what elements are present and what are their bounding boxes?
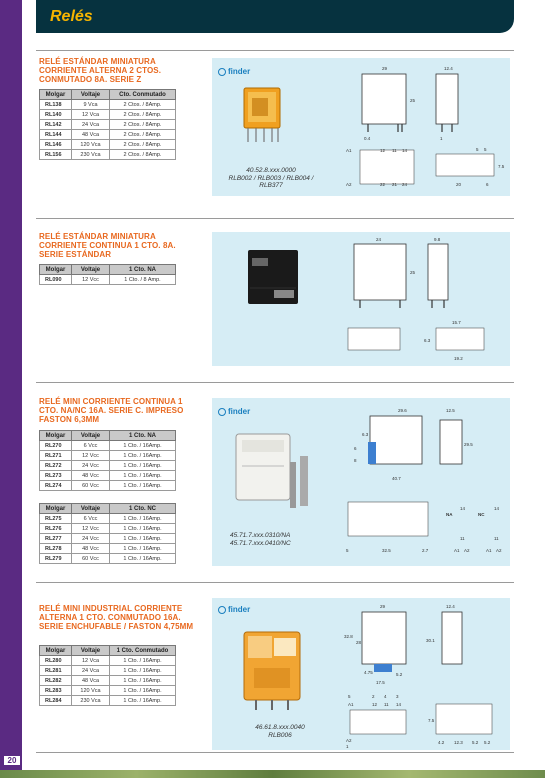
column-header: Molgar: [40, 646, 72, 656]
svg-text:2: 2: [372, 694, 375, 699]
svg-text:32.8: 32.8: [344, 634, 353, 639]
dimension-drawing: [340, 600, 508, 748]
svg-text:6.3: 6.3: [424, 338, 431, 343]
column-header: Voltaje: [72, 265, 110, 275]
svg-text:A2: A2: [464, 548, 470, 553]
spec-table: [39, 89, 176, 160]
finder-logo: finder: [218, 407, 250, 416]
svg-text:29.6: 29.6: [398, 408, 407, 413]
table-row: RL146 120 Vca 2 Ctos. / 8Amp.: [40, 140, 176, 150]
table-row: RL270 6 Vcc 1 Cto. / 16Amp.: [40, 441, 176, 451]
svg-text:A1: A1: [486, 548, 492, 553]
svg-text:12: 12: [372, 702, 378, 707]
svg-text:5: 5: [348, 694, 351, 699]
column-header: 1 Cto. Conmutado: [110, 646, 176, 656]
svg-text:A1: A1: [348, 702, 354, 707]
svg-text:6: 6: [354, 446, 357, 451]
table-row: RL280 12 Vca 1 Cto. / 16Amp.: [40, 656, 176, 666]
svg-text:11: 11: [392, 148, 397, 153]
dimension-drawing: [340, 236, 508, 364]
svg-text:11: 11: [460, 536, 465, 541]
relay-photo: [242, 244, 312, 314]
svg-text:22: 22: [380, 182, 386, 187]
svg-text:5.2: 5.2: [484, 740, 491, 745]
svg-text:5: 5: [484, 147, 487, 152]
dimension-drawing: [340, 62, 508, 194]
product-panel: [212, 598, 510, 750]
svg-text:5: 5: [476, 147, 479, 152]
svg-text:29.5: 29.5: [464, 442, 473, 447]
table-row: RL273 48 Vcc 1 Cto. / 16Amp.: [40, 471, 176, 481]
column-header: Molgar: [40, 90, 72, 100]
svg-text:4.2: 4.2: [438, 740, 445, 745]
column-header: Molgar: [40, 265, 72, 275]
svg-text:5.2: 5.2: [396, 672, 403, 677]
svg-text:5: 5: [346, 548, 349, 553]
svg-text:14: 14: [460, 506, 466, 511]
svg-text:20: 20: [456, 182, 462, 187]
table-row: RL271 12 Vcc 1 Cto. / 16Amp.: [40, 451, 176, 461]
svg-text:5.2: 5.2: [472, 740, 479, 745]
svg-text:1: 1: [440, 136, 443, 141]
svg-text:0.4: 0.4: [364, 136, 371, 141]
product-panel: [212, 58, 510, 196]
svg-text:19.2: 19.2: [454, 356, 463, 361]
svg-text:NC: NC: [478, 512, 485, 517]
column-header: Voltaje: [72, 646, 110, 656]
dimension-drawing: [342, 402, 508, 562]
svg-text:1: 1: [346, 744, 349, 748]
column-header: 1 Cto. NA: [110, 431, 176, 441]
table-row: RL142 24 Vca 2 Ctos. / 8Amp.: [40, 120, 176, 130]
finder-logo-icon: [218, 606, 226, 614]
page-header: [36, 0, 514, 33]
svg-text:A2: A2: [346, 182, 352, 187]
svg-text:6: 6: [486, 182, 489, 187]
section-title: RELÉ ESTÁNDAR MINIATURA CORRIENTE ALTERNA 2 CTOS. CONMUTADO 8A. SERIE Z: [39, 57, 162, 84]
svg-text:30.1: 30.1: [426, 638, 435, 643]
svg-text:11: 11: [384, 702, 389, 707]
svg-text:17.5: 17.5: [376, 680, 385, 685]
table-row: RL090 12 Vcc 1 Cto. / 8 Amp.: [40, 275, 176, 285]
finder-logo-icon: [218, 408, 226, 416]
column-header: Voltaje: [72, 431, 110, 441]
relay-caption: 46.61.8.xxx.0040 RLB006: [255, 724, 305, 739]
section-title: RELÉ ESTÁNDAR MINIATURA CORRIENTE CONTINUA 1 CTO. 8A. SERIE ESTÁNDAR: [39, 232, 176, 259]
relay-caption: 45.71.7.xxx.0310/NA 45.71.7.xxx.0410/NC: [230, 532, 291, 547]
svg-text:40.7: 40.7: [392, 476, 401, 481]
svg-text:8: 8: [354, 458, 357, 463]
relay-photo: [230, 426, 330, 522]
divider: [36, 382, 514, 383]
svg-text:A2: A2: [346, 738, 352, 743]
table-row: RL156 230 Vca 2 Ctos. / 8Amp.: [40, 150, 176, 160]
table-row: RL284 230 Vca 1 Cto. / 16Amp.: [40, 696, 176, 706]
footer-strip: [0, 770, 545, 778]
svg-text:9.8: 9.8: [434, 237, 441, 242]
svg-text:12.4: 12.4: [444, 66, 453, 71]
column-header: 1 Cto. NC: [110, 504, 176, 514]
divider: [36, 752, 514, 753]
svg-text:14: 14: [396, 702, 402, 707]
svg-text:4: 4: [384, 694, 387, 699]
column-header: 1 Cto. NA: [110, 265, 176, 275]
table-row: RL281 24 Vca 1 Cto. / 16Amp.: [40, 666, 176, 676]
product-panel: [212, 398, 510, 566]
relay-photo: [238, 624, 318, 720]
svg-text:11: 11: [494, 536, 499, 541]
svg-text:32.5: 32.5: [382, 548, 391, 553]
svg-text:15.7: 15.7: [452, 320, 461, 325]
svg-text:7.5: 7.5: [428, 718, 435, 723]
svg-text:12: 12: [380, 148, 386, 153]
page-number: 20: [4, 756, 20, 765]
section-title: RELÉ MINI INDUSTRIAL CORRIENTE ALTERNA 1 CTO. CONMUTADO 16A. SERIE ENCHUFABLE / FASTON 4,75MM: [39, 604, 194, 631]
table-row: RL282 48 Vca 1 Cto. / 16Amp.: [40, 676, 176, 686]
svg-text:7.5: 7.5: [498, 164, 505, 169]
spec-table: [39, 430, 176, 491]
table-row: RL283 120 Vca 1 Cto. / 16Amp.: [40, 686, 176, 696]
relay-caption: 40.52.8.xxx.0000 RLB002 / RLB003 / RLB004 / RLB377: [228, 167, 314, 189]
table-row: RL272 24 Vcc 1 Cto. / 16Amp.: [40, 461, 176, 471]
table-row: RL275 6 Vcc 1 Cto. / 16Amp.: [40, 514, 176, 524]
svg-text:A2: A2: [496, 548, 502, 553]
svg-text:14: 14: [494, 506, 500, 511]
svg-text:3: 3: [396, 694, 399, 699]
svg-text:12.4: 12.4: [446, 604, 455, 609]
svg-text:25: 25: [410, 270, 416, 275]
table-row: RL279 60 Vcc 1 Cto. / 16Amp.: [40, 554, 176, 564]
finder-logo: finder: [218, 605, 250, 614]
svg-text:24: 24: [376, 237, 382, 242]
svg-text:29: 29: [380, 604, 386, 609]
svg-text:A1: A1: [454, 548, 460, 553]
spec-table: [39, 503, 176, 564]
svg-text:21: 21: [392, 182, 398, 187]
table-row: RL144 48 Vca 2 Ctos. / 8Amp.: [40, 130, 176, 140]
column-header: Cto. Conmutado: [110, 90, 176, 100]
svg-text:12.5: 12.5: [446, 408, 455, 413]
column-header: Voltaje: [72, 504, 110, 514]
finder-logo: finder: [218, 67, 250, 76]
svg-text:25: 25: [410, 98, 416, 103]
column-header: Voltaje: [72, 90, 110, 100]
svg-text:6.3: 6.3: [362, 432, 369, 437]
page-title: Relés: [50, 8, 93, 25]
svg-text:29: 29: [382, 66, 388, 71]
finder-logo-icon: [218, 68, 226, 76]
column-header: Molgar: [40, 504, 72, 514]
side-bar: [0, 0, 22, 778]
divider: [36, 582, 514, 583]
table-row: RL278 48 Vcc 1 Cto. / 16Amp.: [40, 544, 176, 554]
relay-photo: [234, 80, 298, 164]
divider: [36, 50, 514, 51]
section-title: RELÉ MINI CORRIENTE CONTINUA 1 CTO. NA/NC 16A. SERIE C. IMPRESO FASTON 6,3MM: [39, 397, 184, 424]
spec-table: [39, 645, 176, 706]
svg-text:A1: A1: [346, 148, 352, 153]
svg-text:28: 28: [356, 640, 362, 645]
divider: [36, 218, 514, 219]
column-header: Molgar: [40, 431, 72, 441]
table-row: RL276 12 Vcc 1 Cto. / 16Amp.: [40, 524, 176, 534]
svg-text:14: 14: [402, 148, 408, 153]
svg-text:2.7: 2.7: [422, 548, 429, 553]
table-row: RL277 24 Vcc 1 Cto. / 16Amp.: [40, 534, 176, 544]
svg-text:4.75: 4.75: [364, 670, 373, 675]
table-row: RL140 12 Vca 2 Ctos. / 8Amp.: [40, 110, 176, 120]
table-row: RL138 9 Vca 2 Ctos. / 8Amp.: [40, 100, 176, 110]
svg-text:NA: NA: [446, 512, 453, 517]
svg-text:24: 24: [402, 182, 408, 187]
product-panel: [212, 232, 510, 366]
table-row: RL274 60 Vcc 1 Cto. / 16Amp.: [40, 481, 176, 491]
spec-table: [39, 264, 176, 285]
svg-text:12.3: 12.3: [454, 740, 463, 745]
